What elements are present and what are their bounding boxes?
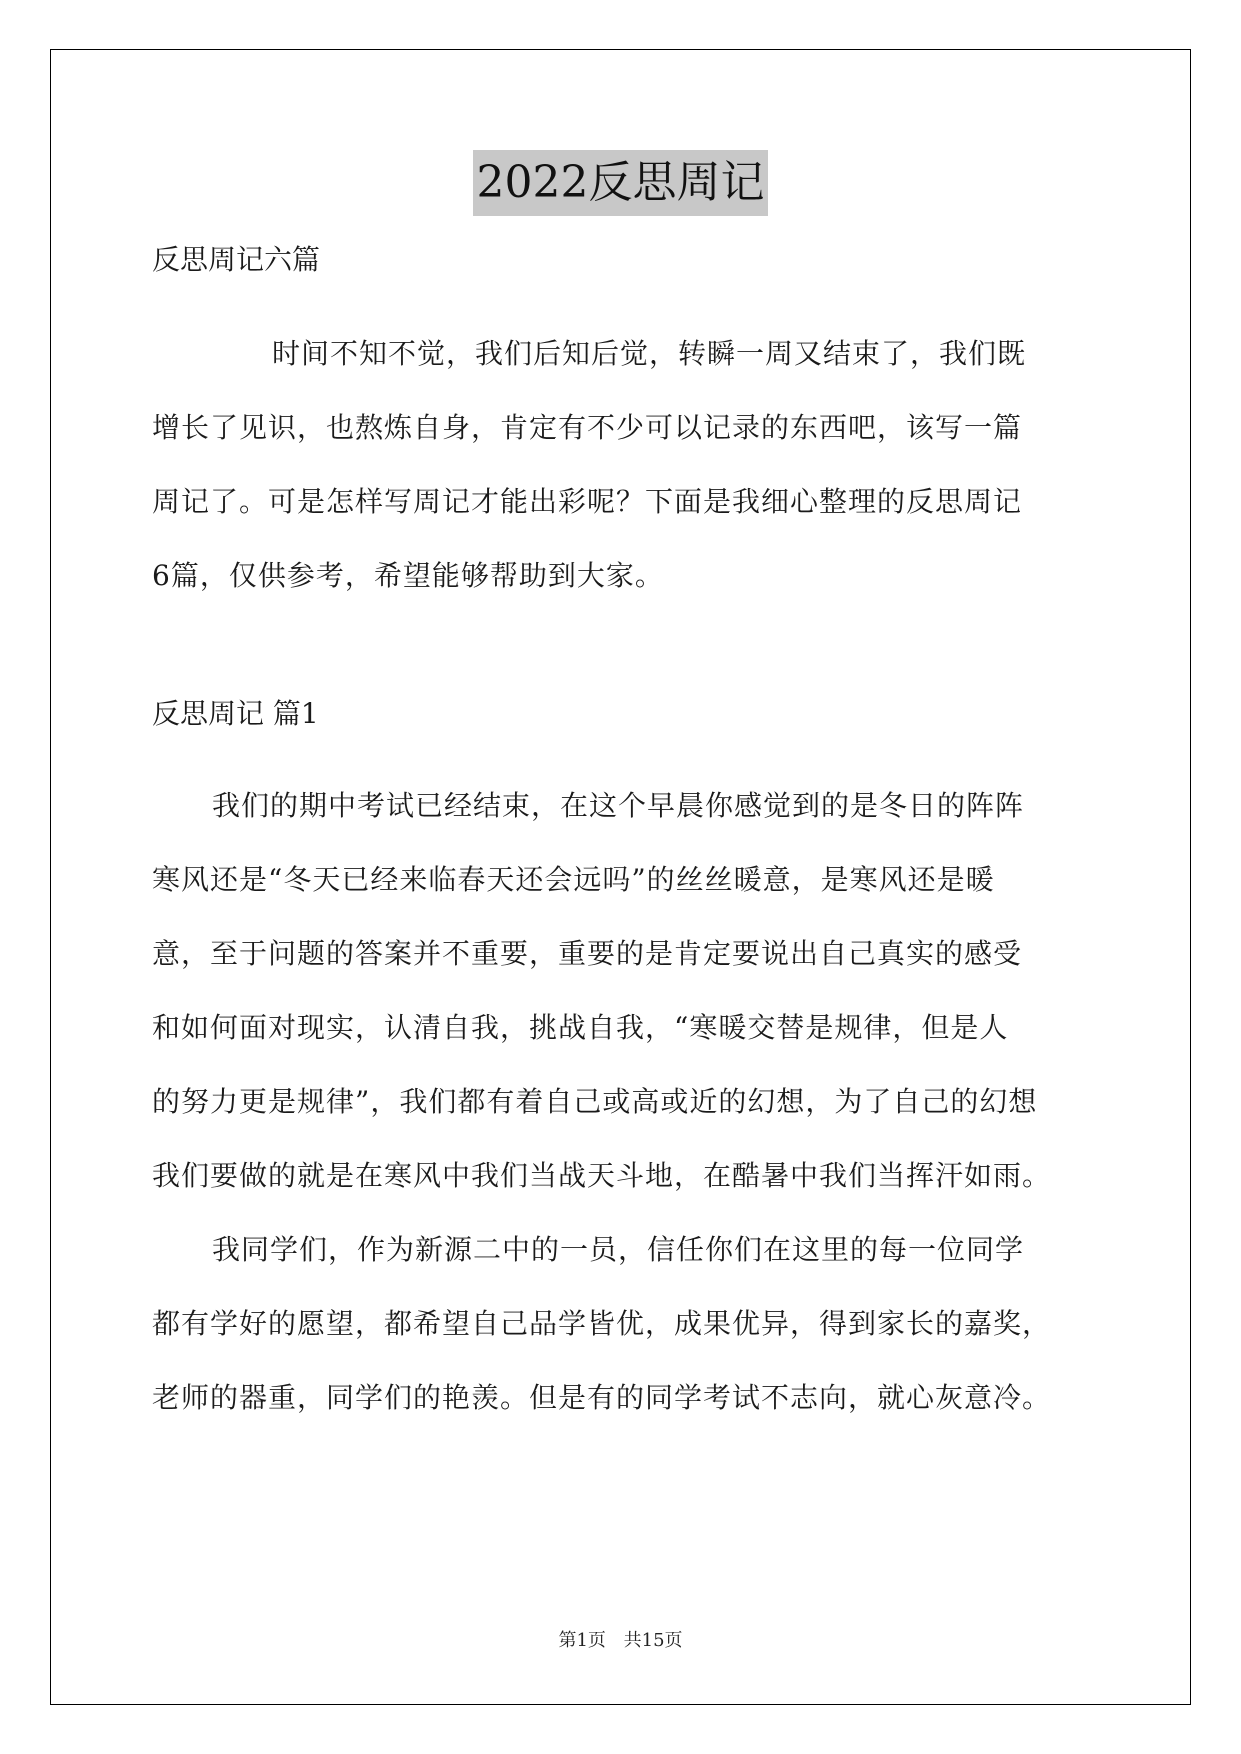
text-line: 寒风还是“冬天已经来临春天还会远吗”的丝丝暖意，是寒风还是暖 [152, 863, 995, 896]
page-footer [0, 1626, 1241, 1652]
text-line: 老师的器重，同学们的艳羡。但是有的同学考试不志向，就心灰意冷。 [152, 1381, 1052, 1414]
intro-paragraph [152, 312, 1097, 618]
text-line: 我同学们，作为新源二中的一员，信任你们在这里的每一位同学 [212, 1233, 1025, 1266]
text-line: 我们要做的就是在寒风中我们当战天斗地，在酷暑中我们当挥汗如雨。 [152, 1159, 1052, 1192]
page-number-total: 共15页 [623, 1630, 683, 1651]
section1-paragraph-2 [152, 1208, 1097, 1440]
text-line: 我们的期中考试已经结束，在这个早晨你感觉到的是冬日的阵阵 [212, 789, 1025, 822]
text-line: 的努力更是规律”，我们都有着自己或高或近的幻想，为了自己的幻想 [152, 1085, 1038, 1118]
intro-heading: 反思周记六篇 [152, 243, 321, 276]
text-line: 时间不知不觉，我们后知后觉，转瞬一周又结束了，我们既 [272, 337, 1027, 370]
text-line: 意，至于问题的答案并不重要，重要的是肯定要说出自己真实的感受 [152, 937, 1023, 970]
text-line: 周记了。可是怎样写周记才能出彩呢？下面是我细心整理的反思周记 [152, 485, 1023, 518]
text-line: 6篇，仅供参考，希望能够帮助到大家。 [152, 559, 664, 592]
document-body [152, 240, 1097, 1440]
section-heading: 反思周记 篇1 [152, 697, 319, 730]
text-line: 和如何面对现实，认清自我，挑战自我，“寒暖交替是规律，但是人 [152, 1011, 1009, 1044]
section1-paragraph-1 [152, 764, 1097, 1218]
section-gap [152, 618, 1097, 676]
page-number-current: 第1页 [558, 1630, 606, 1651]
text-line: 都有学好的愿望，都希望自己品学皆优，成果优异，得到家长的嘉奖， [152, 1307, 1052, 1340]
text-line: 增长了见识，也熬炼自身，肯定有不少可以记录的东西吧，该写一篇 [152, 411, 1023, 444]
document-title: 2022反思周记 [473, 150, 769, 216]
title-container [0, 150, 1241, 216]
